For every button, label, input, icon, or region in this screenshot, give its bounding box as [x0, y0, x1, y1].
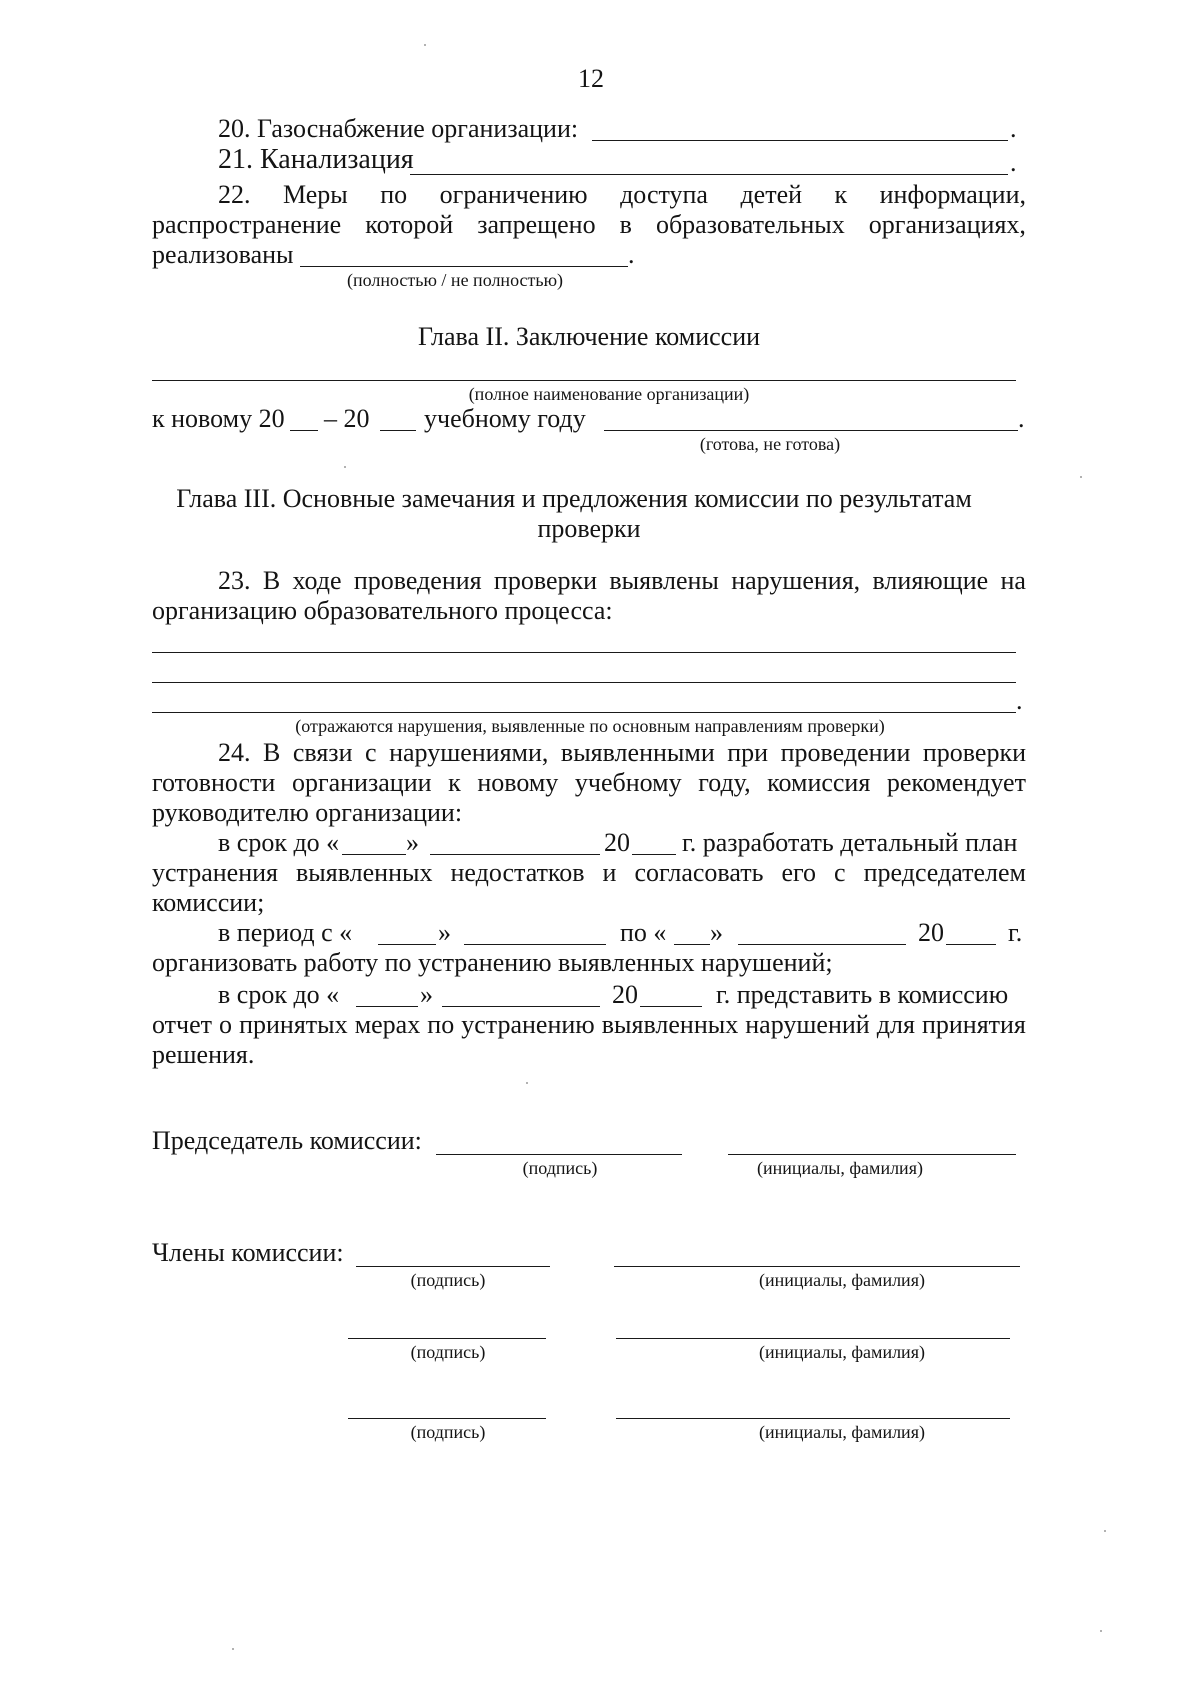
word: году,	[698, 768, 751, 797]
plan-day-blank	[342, 854, 406, 855]
word: проверки	[922, 738, 1026, 767]
member-1-name-line	[614, 1266, 1020, 1267]
item-20-gas-supply-label: 20. Газоснабжение организации:	[218, 114, 579, 143]
year-1-blank	[290, 430, 318, 431]
chairman-signature-caption: (подпись)	[522, 1158, 598, 1178]
item-22-line-2	[152, 210, 1026, 240]
plan-quote-close: »	[406, 828, 419, 857]
word: для	[876, 1010, 915, 1039]
violations-period: .	[1016, 686, 1023, 715]
item-22-blank-line	[300, 266, 628, 267]
word: детей	[740, 180, 803, 209]
word: связи	[292, 738, 353, 767]
word: при	[727, 738, 769, 767]
page-number: 12	[578, 64, 604, 93]
word: готовности	[152, 768, 276, 797]
word: организации	[291, 768, 432, 797]
word: проверки	[493, 566, 598, 595]
scan-speck	[344, 466, 346, 468]
plan-deadline-prefix: в срок до «	[218, 828, 340, 857]
word: комиссия	[767, 768, 871, 797]
report-year-prefix: 20	[612, 980, 638, 1009]
word: которой	[365, 210, 454, 239]
word: информации,	[879, 180, 1026, 209]
chapter-3-title-line-1: Глава III. Основные замечания и предложения комиссии по результатам	[176, 484, 972, 513]
period-start-month-blank	[464, 944, 606, 945]
member-3-name-line	[616, 1418, 1010, 1419]
item-22-period: .	[628, 240, 635, 269]
period-to: по «	[620, 918, 667, 947]
chapter-3-title-line-2: проверки	[537, 514, 641, 543]
report-day-blank	[356, 1006, 418, 1007]
chairman-name-line	[728, 1154, 1016, 1155]
year-prefix: к новому 20	[152, 404, 285, 433]
chapter-2-title: Глава II. Заключение комиссии	[417, 322, 761, 351]
member-3-signature-caption: (подпись)	[410, 1422, 486, 1442]
word: принятия	[921, 1010, 1026, 1039]
member-2-name-line	[616, 1338, 1010, 1339]
word: его	[781, 858, 817, 887]
word: В	[263, 738, 281, 767]
period-year-suffix: г.	[1008, 918, 1023, 947]
period-quote-close-1: »	[438, 918, 451, 947]
word: 23.	[218, 566, 251, 595]
violations-caption: (отражаются нарушения, выявленные по основным направлениям проверки)	[295, 716, 885, 736]
report-month-blank	[442, 1006, 600, 1007]
item-23-line-1	[218, 566, 1026, 596]
item-21-period: .	[1010, 148, 1017, 177]
report-line-2	[152, 1010, 1026, 1040]
item-20-blank-line	[592, 140, 1008, 141]
period-year-blank	[946, 944, 996, 945]
readiness-caption: (готова, не готова)	[699, 434, 841, 454]
plan-deadline-text: г. разработать детальный план	[682, 828, 1018, 857]
word: с	[365, 738, 377, 767]
word: о	[219, 1010, 233, 1039]
period-end-month-blank	[738, 944, 906, 945]
member-3-signature-line	[348, 1418, 546, 1419]
chairman-name-caption: (инициалы, фамилия)	[757, 1158, 923, 1178]
scan-speck	[526, 1082, 528, 1084]
report-line-3: решения.	[152, 1040, 255, 1069]
item-21-sewerage-label: 21. Канализация	[218, 144, 414, 175]
report-year-blank	[640, 1006, 702, 1007]
member-1-signature-line	[356, 1266, 550, 1267]
chairman-label: Председатель комиссии:	[152, 1126, 422, 1155]
word: выявлены	[609, 566, 719, 595]
period-year-prefix: 20	[918, 918, 944, 947]
word: по	[427, 1010, 455, 1039]
word: проведении	[780, 738, 911, 767]
members-label: Члены комиссии:	[152, 1238, 344, 1267]
item-23-line-2: организацию образовательного процесса:	[152, 596, 613, 625]
plan-line-3: комиссии;	[152, 888, 265, 917]
period-line-2: организовать работу по устранению выявленных нарушений;	[152, 948, 833, 977]
word: и	[602, 858, 617, 887]
word: председателем	[863, 858, 1026, 887]
item-24-line-3: руководителю организации:	[152, 798, 463, 827]
word: Меры	[282, 180, 348, 209]
word: к	[834, 180, 848, 209]
scan-speck	[1080, 476, 1082, 478]
period-start-day-blank	[378, 944, 436, 945]
word: 24.	[218, 738, 251, 767]
plan-year-prefix: 20	[604, 828, 630, 857]
word: по	[380, 180, 408, 209]
word: отчет	[152, 1010, 212, 1039]
period-end-day-blank	[674, 944, 710, 945]
member-2-signature-caption: (подпись)	[410, 1342, 486, 1362]
year-suffix: учебному году	[424, 404, 586, 433]
item-24-line-1	[218, 738, 1026, 768]
organization-name-caption: (полное наименование организации)	[468, 384, 750, 404]
year-2-blank	[380, 430, 416, 431]
readiness-period: .	[1018, 404, 1025, 433]
word: запрещено	[477, 210, 596, 239]
word: согласовать	[634, 858, 764, 887]
word: с	[834, 858, 846, 887]
report-deadline-text: г. представить в комиссию	[716, 980, 1009, 1009]
word: нарушениями,	[389, 738, 549, 767]
word: организациях,	[868, 210, 1026, 239]
word: образовательных	[655, 210, 845, 239]
word: устранению	[461, 1010, 595, 1039]
word: выявленных	[296, 858, 433, 887]
word: выявленными	[560, 738, 715, 767]
violations-blank-line-1	[152, 652, 1016, 653]
word: доступа	[620, 180, 708, 209]
chairman-signature-line	[436, 1154, 682, 1155]
report-deadline-prefix: в срок до «	[218, 980, 340, 1009]
word: к	[448, 768, 461, 797]
word: нарушения,	[731, 566, 861, 595]
scan-speck	[424, 44, 426, 46]
word: устранения	[152, 858, 279, 887]
item-24-line-2	[152, 768, 1026, 798]
word: недостатков	[450, 858, 585, 887]
report-quote-close: »	[420, 980, 433, 1009]
member-2-signature-line	[348, 1338, 546, 1339]
member-3-name-caption: (инициалы, фамилия)	[759, 1422, 925, 1442]
year-mid: – 20	[324, 404, 370, 433]
scan-speck	[232, 1648, 234, 1650]
word: ходе	[292, 566, 342, 595]
scan-speck	[1100, 1630, 1102, 1632]
word: рекомендует	[886, 768, 1026, 797]
word: на	[1000, 566, 1026, 595]
word: проведения	[353, 566, 482, 595]
word: учебному	[574, 768, 682, 797]
word: новому	[477, 768, 559, 797]
word: 22.	[218, 180, 251, 209]
plan-month-blank	[430, 854, 600, 855]
period-quote-close-2: »	[710, 918, 723, 947]
violations-blank-line-3	[152, 712, 1016, 713]
item-20-period: .	[1010, 114, 1017, 143]
member-1-name-caption: (инициалы, фамилия)	[759, 1270, 925, 1290]
plan-year-blank	[632, 854, 676, 855]
item-22-line-1	[218, 180, 1026, 210]
organization-name-line	[152, 380, 1016, 381]
plan-line-2	[152, 858, 1026, 888]
word: влияющие	[872, 566, 989, 595]
member-2-name-caption: (инициалы, фамилия)	[759, 1342, 925, 1362]
item-21-blank-line	[410, 174, 1008, 175]
word: мерах	[354, 1010, 421, 1039]
scan-speck	[1104, 1530, 1106, 1532]
member-1-signature-caption: (подпись)	[410, 1270, 486, 1290]
word: ограничению	[439, 180, 588, 209]
word: распространение	[152, 210, 342, 239]
item-22-caption: (полностью / не полностью)	[346, 270, 564, 290]
word: нарушений	[745, 1010, 870, 1039]
violations-blank-line-2	[152, 682, 1016, 683]
word: В	[262, 566, 281, 595]
word: принятых	[239, 1010, 348, 1039]
word: в	[619, 210, 632, 239]
item-22-implemented-label: реализованы	[152, 240, 294, 269]
word: выявленных	[601, 1010, 739, 1039]
period-prefix: в период с «	[218, 918, 353, 947]
readiness-blank-line	[604, 430, 1018, 431]
